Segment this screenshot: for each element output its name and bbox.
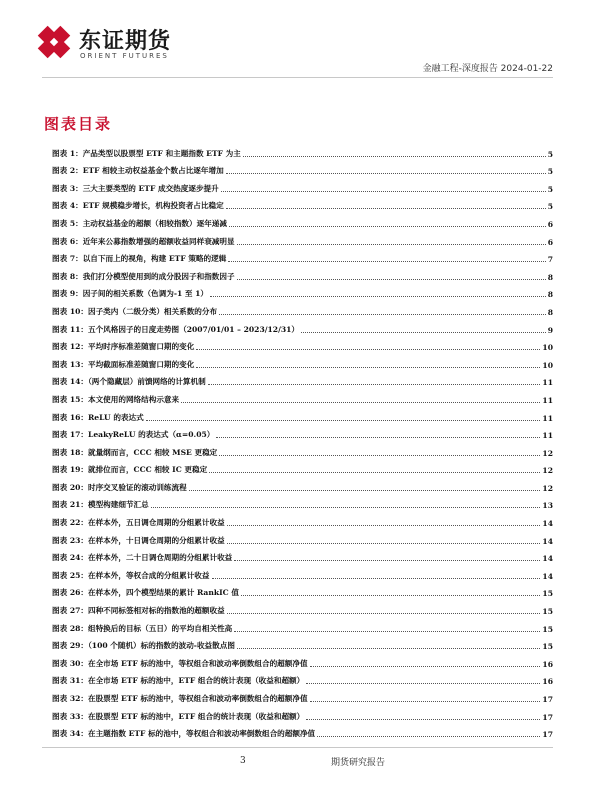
- toc-leader-dots: [227, 525, 541, 526]
- toc-entry-page: 15: [542, 589, 553, 599]
- toc-entry[interactable]: [52, 581, 553, 599]
- toc-entry-label: 图表 15：本文使用的网络结构示意来: [52, 394, 180, 404]
- toc-entry-label: 图表 25：在样本外，等权合成的分组累计收益: [52, 570, 210, 580]
- toc-entry-page: 14: [542, 536, 553, 546]
- toc-entry-label: 图表 17：LeakyReLU 的表达式（α=0.05）: [52, 430, 215, 440]
- toc-leader-dots: [229, 226, 546, 227]
- toc-entry-page: 12: [542, 483, 553, 493]
- toc-entry-page: 8: [547, 272, 553, 282]
- toc-entry-page: 5: [547, 167, 553, 177]
- toc-list: [52, 141, 553, 739]
- toc-entry-label: 图表 14：（两个隐藏层）前馈网络的计算机制: [52, 377, 206, 387]
- toc-leader-dots: [209, 472, 540, 473]
- toc-entry-label: 图表 20：时序交叉验证的滚动训练流程: [52, 482, 187, 492]
- toc-entry-label: 图表 28：组特换后的目标（五日）的平均自相关性高: [52, 623, 233, 633]
- brand-name-cn: 东证期货: [79, 29, 172, 54]
- toc-entry[interactable]: [52, 458, 553, 476]
- toc-entry-page: 12: [542, 466, 553, 476]
- toc-entry[interactable]: [52, 335, 553, 353]
- toc-entry-label: 图表 1：产品类型以股票型 ETF 和主题指数 ETF 为主: [52, 148, 241, 158]
- toc-leader-dots: [306, 719, 540, 720]
- toc-entry-label: 图表 2：ETF 相较主动权益基金个数占比逐年增加: [52, 166, 224, 176]
- toc-entry-label: 图表 12：平均时序标准差随窗口期的变化: [52, 342, 195, 352]
- toc-leader-dots: [196, 367, 540, 368]
- toc-entry-label: 图表 9：因子间的相关系数（色调为-1 至 1）: [52, 289, 209, 299]
- toc-entry-page: 16: [542, 659, 553, 669]
- toc-entry-page: 9: [547, 325, 553, 335]
- toc-entry-page: 14: [542, 571, 553, 581]
- toc-entry[interactable]: [52, 722, 553, 740]
- toc-leader-dots: [234, 560, 540, 561]
- toc-entry[interactable]: [52, 229, 553, 247]
- toc-entry[interactable]: [52, 423, 553, 441]
- toc-entry-page: 13: [542, 501, 553, 511]
- toc-entry-label: 图表 11：五个风格因子的日度走势图（2007/01/01 – 2023/12/31）: [52, 324, 300, 334]
- toc-entry-page: 11: [542, 395, 553, 405]
- toc-entry-page: 17: [542, 730, 553, 740]
- toc-entry-page: 14: [542, 554, 553, 564]
- header-divider: [42, 77, 553, 78]
- toc-leader-dots: [228, 261, 545, 262]
- toc-entry[interactable]: [52, 141, 553, 159]
- toc-entry[interactable]: [52, 704, 553, 722]
- toc-entry-label: 图表 33：在股票型 ETF 标的池中，ETF 组合的统计表现（收益和超额）: [52, 711, 305, 721]
- toc-leader-dots: [237, 648, 540, 649]
- toc-leader-dots: [234, 631, 540, 632]
- toc-leader-dots: [310, 701, 541, 702]
- toc-leader-dots: [227, 613, 541, 614]
- toc-entry-label: 图表 24：在样本外，二十日调仓周期的分组累计收益: [52, 553, 233, 563]
- toc-title: 图表目录: [44, 115, 113, 133]
- toc-leader-dots: [151, 507, 541, 508]
- logo-mark-icon: [34, 22, 74, 62]
- toc-entry-label: 图表 34：在主题指数 ETF 标的池中，等权组合和波动率倒数组合的超额净值: [52, 729, 316, 739]
- toc-entry-label: 图表 26：在样本外，四个模型结果的累计 RankIC 值: [52, 588, 239, 598]
- toc-entry-page: 15: [542, 607, 553, 617]
- toc-leader-dots: [189, 490, 541, 491]
- toc-entry[interactable]: [52, 686, 553, 704]
- toc-leader-dots: [301, 332, 546, 333]
- page-number: 3: [240, 756, 246, 766]
- toc-entry[interactable]: [52, 247, 553, 265]
- toc-leader-dots: [221, 191, 546, 192]
- toc-entry-label: 图表 29：（100 个随机）标的指数的波动-收益散点图: [52, 641, 235, 651]
- toc-entry-label: 图表 31：在全市场 ETF 标的池中，ETF 组合的统计表现（收益和超额）: [52, 676, 305, 686]
- toc-entry-page: 5: [547, 202, 553, 212]
- toc-entry-page: 11: [542, 378, 553, 388]
- toc-entry-page: 11: [542, 413, 553, 423]
- report-meta: 金融工程-深度报告 2024-01-22: [422, 64, 553, 74]
- toc-entry[interactable]: [52, 634, 553, 652]
- toc-entry-label: 图表 23：在样本外，十日调仓周期的分组累计收益: [52, 535, 225, 545]
- toc-entry[interactable]: [52, 194, 553, 212]
- toc-leader-dots: [306, 683, 540, 684]
- toc-entry-label: 图表 19：就排位而言，CCC 相较 IC 更稳定: [52, 465, 208, 475]
- toc-leader-dots: [226, 208, 546, 209]
- toc-leader-dots: [310, 666, 541, 667]
- toc-leader-dots: [210, 296, 546, 297]
- toc-entry[interactable]: [52, 299, 553, 317]
- toc-leader-dots: [146, 420, 541, 421]
- toc-entry-page: 15: [542, 642, 553, 652]
- toc-entry-page: 14: [542, 519, 553, 529]
- toc-entry-label: 图表 3：三大主要类型的 ETF 成交热度逐步提升: [52, 183, 219, 193]
- toc-leader-dots: [237, 244, 546, 245]
- toc-entry[interactable]: [52, 475, 553, 493]
- toc-entry[interactable]: [52, 493, 553, 511]
- toc-leader-dots: [196, 349, 540, 350]
- toc-entry-label: 图表 21：模型构建细节汇总: [52, 500, 149, 510]
- brand-name-en: ORIENT FUTURES: [80, 52, 169, 60]
- toc-leader-dots: [226, 173, 546, 174]
- toc-entry[interactable]: [52, 370, 553, 388]
- toc-entry-page: 12: [542, 448, 553, 458]
- toc-entry[interactable]: [52, 405, 553, 423]
- toc-entry-label: 图表 22：在样本外，五日调仓周期的分组累计收益: [52, 518, 225, 528]
- toc-entry[interactable]: [52, 159, 553, 177]
- toc-entry-page: 8: [547, 307, 553, 317]
- toc-entry-label: 图表 16：ReLU 的表达式: [52, 412, 144, 422]
- toc-entry-page: 17: [542, 695, 553, 704]
- toc-leader-dots: [208, 384, 541, 385]
- toc-entry-page: 6: [547, 237, 553, 247]
- toc-entry-page: 11: [542, 431, 553, 441]
- toc-entry-label: 图表 13：平均截面标准差随窗口期的变化: [52, 359, 195, 369]
- toc-entry[interactable]: [52, 598, 553, 616]
- toc-entry[interactable]: [52, 546, 553, 564]
- toc-entry-page: 17: [542, 712, 553, 722]
- toc-entry[interactable]: [52, 264, 553, 282]
- toc-entry-page: 10: [542, 360, 553, 370]
- toc-entry-label: 图表 5：主动权益基金的超额（相较指数）逐年递减: [52, 218, 227, 228]
- toc-entry-page: 8: [547, 290, 553, 300]
- toc-entry-label: 图表 30：在全市场 ETF 标的池中，等权组合和波动率倒数组合的超额净值: [52, 658, 308, 668]
- toc-leader-dots: [241, 595, 540, 596]
- toc-entry-page: 5: [547, 184, 553, 194]
- toc-leader-dots: [212, 578, 541, 579]
- toc-entry-label: 图表 6：近年来公募指数增强的超额收益同样衰减明显: [52, 236, 235, 246]
- toc-entry[interactable]: [52, 352, 553, 370]
- toc-leader-dots: [181, 402, 540, 403]
- toc-entry-label: 图表 7：以自下而上的视角，构建 ETF 策略的逻辑: [52, 254, 227, 264]
- toc-entry-label: 图表 8：我们打分模型使用到的成分股因子和指数因子: [52, 271, 235, 281]
- toc-leader-dots: [227, 543, 541, 544]
- toc-entry[interactable]: [52, 282, 553, 300]
- toc-entry-label: 图表 4：ETF 规模稳步增长，机构投资者占比稳定: [52, 201, 224, 211]
- toc-entry[interactable]: [52, 563, 553, 581]
- toc-entry[interactable]: [52, 211, 553, 229]
- toc-leader-dots: [317, 736, 540, 737]
- toc-leader-dots: [243, 156, 546, 157]
- orient-futures-logo: [34, 22, 184, 66]
- toc-entry-page: 10: [542, 343, 553, 353]
- toc-entry[interactable]: [52, 387, 553, 405]
- toc-entry-label: 图表 10：因子类内（二级分类）相关系数的分布: [52, 306, 218, 316]
- toc-entry-label: 图表 18：就量纲而言，CCC 相较 MSE 更稳定: [52, 447, 218, 457]
- footer-divider: [42, 747, 553, 748]
- toc-entry-page: 15: [542, 624, 553, 634]
- toc-entry-page: 7: [547, 255, 553, 265]
- toc-entry[interactable]: [52, 440, 553, 458]
- toc-entry-page: 5: [547, 149, 553, 159]
- toc-entry[interactable]: [52, 616, 553, 634]
- toc-entry[interactable]: [52, 651, 553, 669]
- toc-entry-page: 6: [547, 219, 553, 229]
- toc-leader-dots: [216, 437, 540, 438]
- toc-leader-dots: [219, 314, 546, 315]
- footer-label: 期货研究报告: [331, 758, 386, 768]
- toc-entry[interactable]: [52, 176, 553, 194]
- toc-entry-label: 图表 32：在股票型 ETF 标的池中，等权组合和波动率倒数组合的超额净值: [52, 694, 308, 703]
- toc-entry[interactable]: [52, 317, 553, 335]
- toc-leader-dots: [237, 279, 546, 280]
- toc-entry[interactable]: [52, 528, 553, 546]
- toc-entry-page: 16: [542, 677, 553, 687]
- toc-leader-dots: [219, 455, 540, 456]
- toc-entry[interactable]: [52, 510, 553, 528]
- toc-entry[interactable]: [52, 669, 553, 687]
- toc-entry-label: 图表 27：四种不同标签相对标的指数池的超额收益: [52, 606, 225, 616]
